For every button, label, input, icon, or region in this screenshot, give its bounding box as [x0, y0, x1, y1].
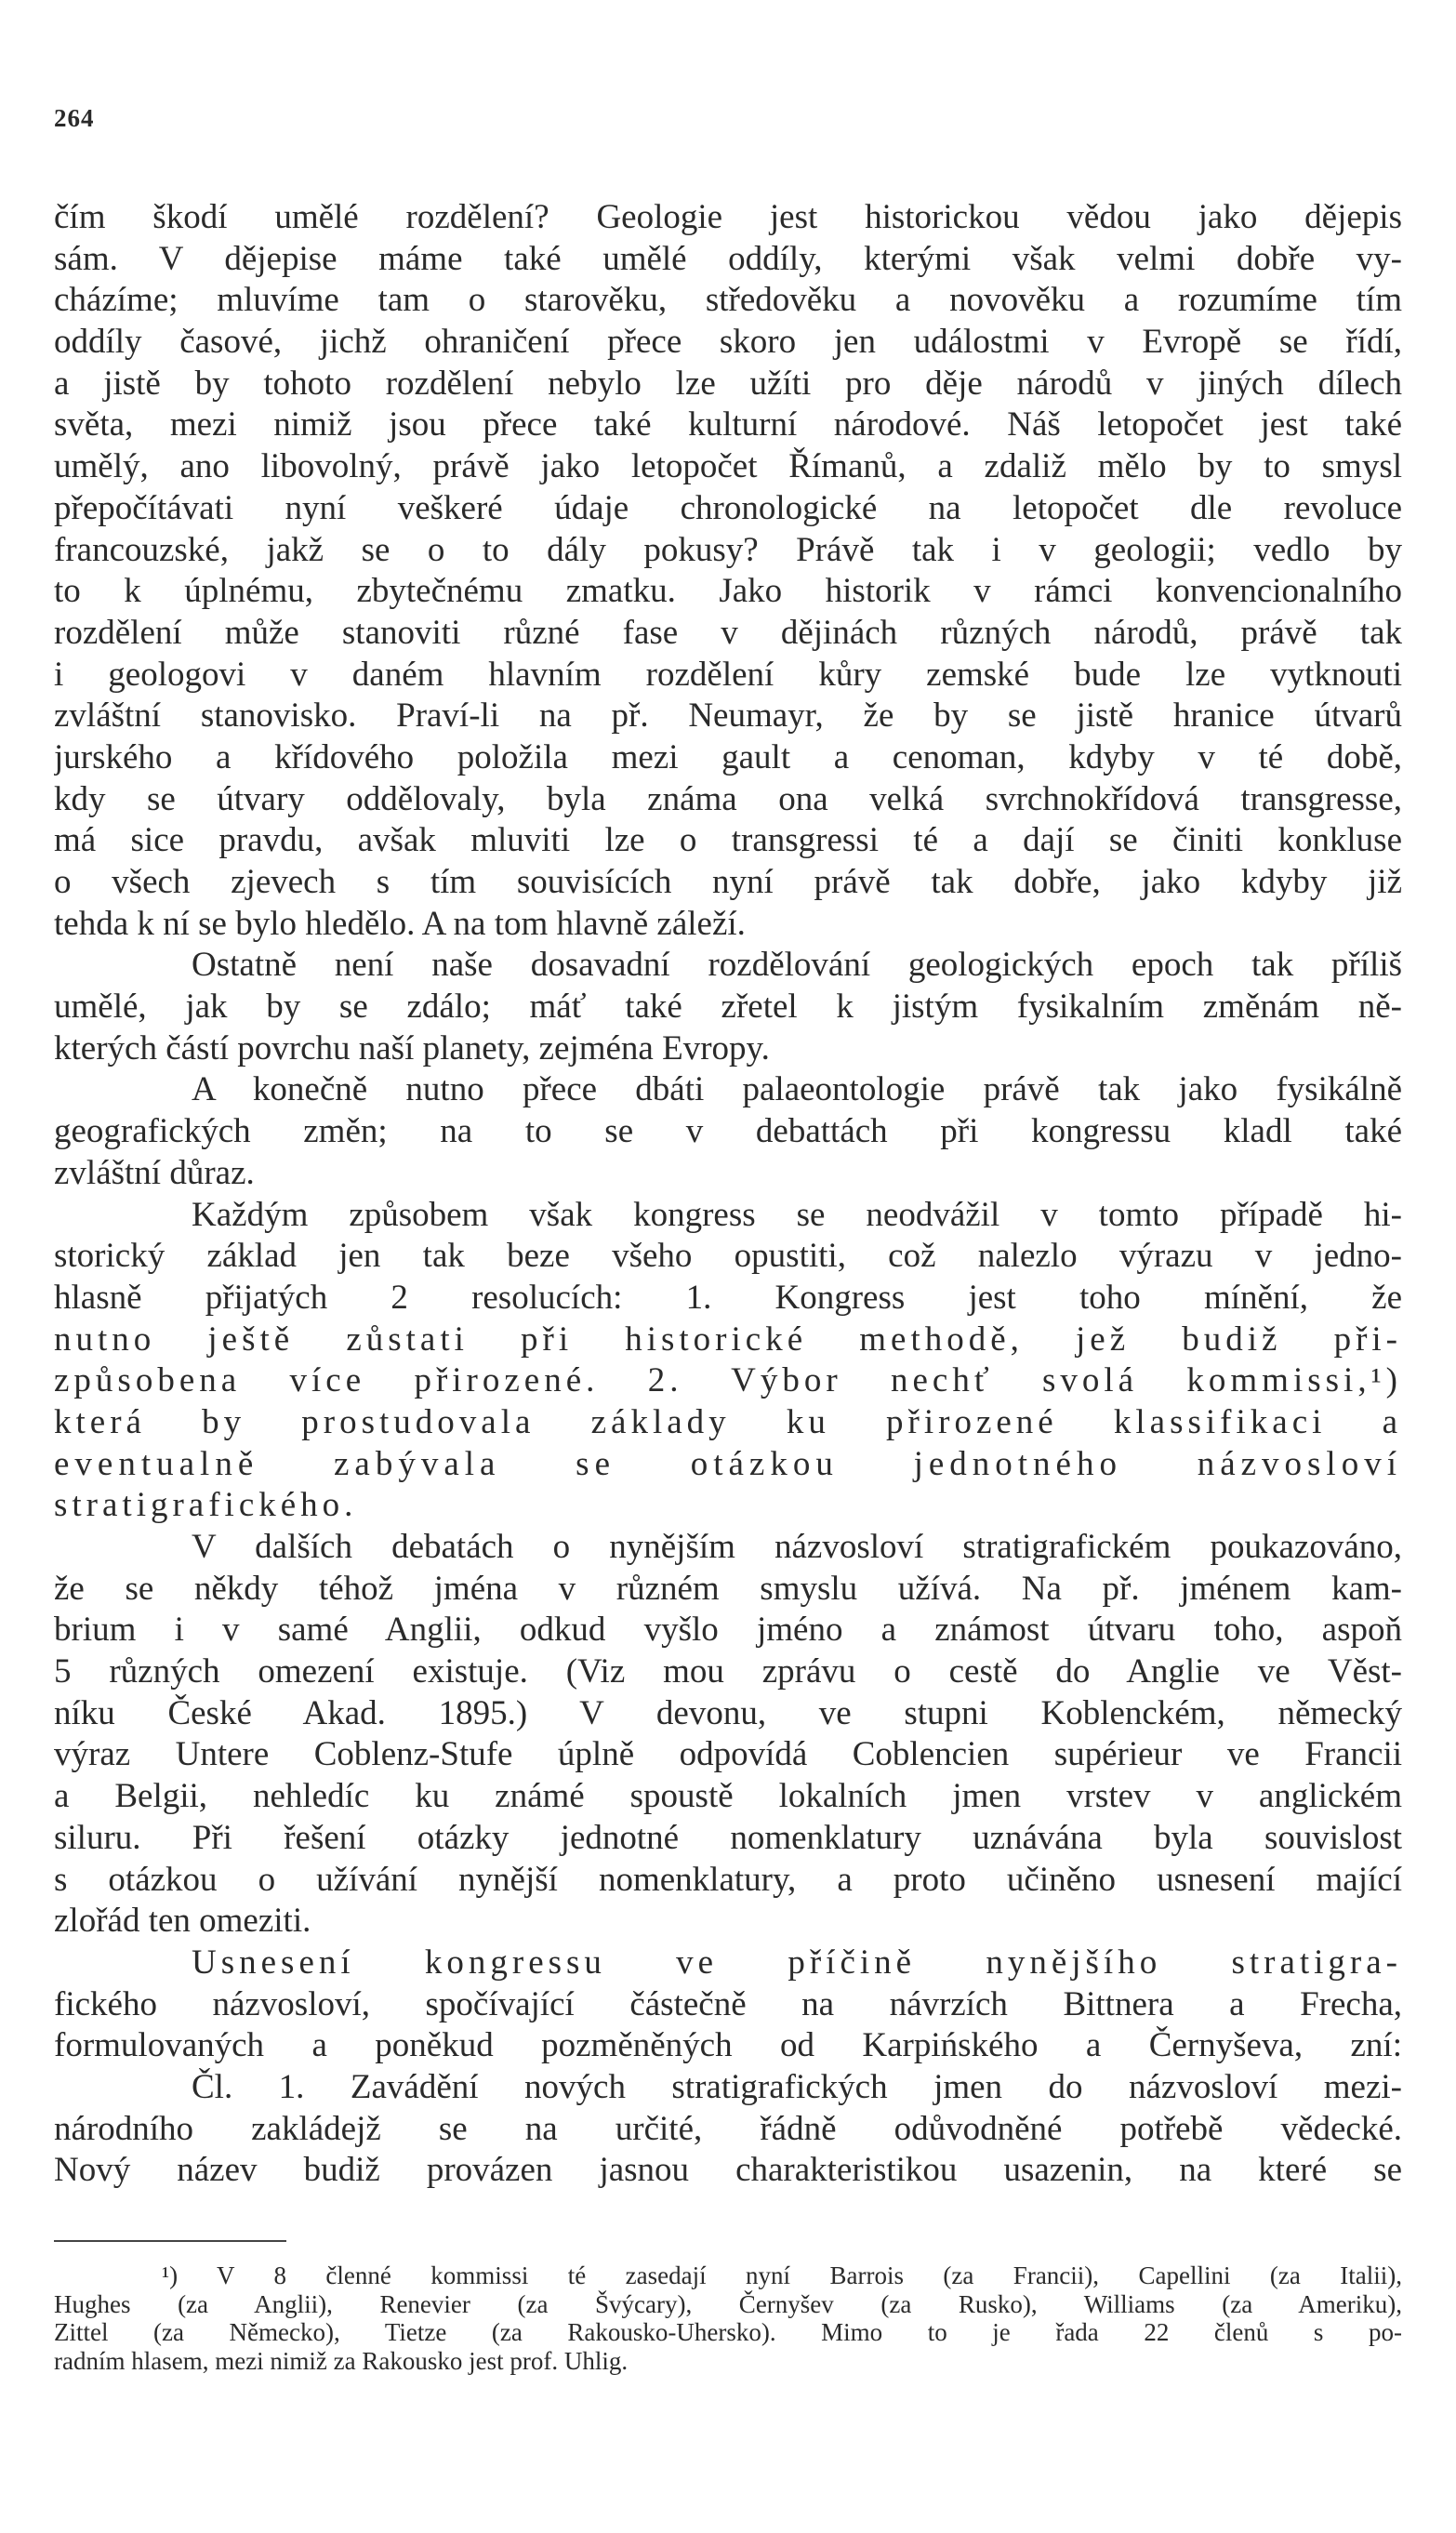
text-line: eventualně zabývala se otázkou jednotného názvosloví — [54, 1444, 1402, 1483]
text-line: a jistě by tohoto rozdělení nebylo lze užíti pro děje národů v jiných dílech — [54, 364, 1402, 403]
text-line: geografických změn; na to se v debattách při kongressu kladl také — [54, 1112, 1402, 1151]
text-line: brium i v samé Anglii, odkud vyšlo jméno a známost útvaru toho, aspoň — [54, 1611, 1402, 1650]
text-line: francouzské, jakž se o to dály pokusy? Právě tak i v geologii; vedlo by — [54, 530, 1402, 569]
text-line: kdy se útvary oddělovaly, byla známa ona velká svrchnokřídová transgresse, — [54, 779, 1402, 818]
footnote-line: ¹) V 8 členné kommissi té zasedají nyní Barrois (za Francii), Capellini (za Italii), — [162, 2261, 1402, 2289]
text-line: sám. V dějepise máme také umělé oddíly, kterými však velmi dobře vy- — [54, 239, 1402, 278]
text-line: umělý, ano libovolný, právě jako letopočet Římanů, a zdaliž mělo by to smysl — [54, 447, 1402, 486]
text-line: zlořád ten omeziti. — [54, 1902, 311, 1941]
text-line: že se někdy téhož jména v různém smyslu užívá. Na př. jménem kam- — [54, 1569, 1402, 1608]
text-line: i geologovi v daném hlavním rozdělení kůry zemské bude lze vytknouti — [54, 655, 1402, 694]
text-line: Čl. 1. Zavádění nových stratigrafických jmen do názvosloví mezi- — [192, 2067, 1402, 2106]
text-line: Ostatně není naše dosavadní rozdělování geologických epoch tak příliš — [192, 946, 1402, 985]
body-text — [54, 197, 1402, 2192]
text-line: hlasně přijatých 2 resolucích: 1. Kongress jest toho mínění, že — [54, 1278, 1402, 1317]
text-line: V dalších debatách o nynějším názvosloví stratigrafickém poukazováno, — [192, 1528, 1402, 1566]
page-number: 264 — [54, 104, 95, 132]
text-line: národního zakládejž se na určité, řádně odůvodněné potřebě vědecké. — [54, 2109, 1402, 2148]
text-line: zvláštní důraz. — [54, 1153, 255, 1192]
footnote-divider — [54, 2240, 286, 2242]
text-line: stratigrafického. — [54, 1486, 358, 1525]
text-line: tehda k ní se bylo hledělo. A na tom hlavně záleží. — [54, 904, 746, 943]
text-line: 5 různých omezení existuje. (Viz mou zprávu o cestě do Anglie ve Věst- — [54, 1652, 1402, 1691]
text-line: storický základ jen tak beze všeho opustiti, což nalezlo výrazu v jedno- — [54, 1237, 1402, 1276]
text-line: oddíly časové, jichž ohraničení přece skoro jen událostmi v Evropě se řídí, — [54, 323, 1402, 362]
text-line: jurského a křídového položila mezi gault a cenoman, kdyby v té době, — [54, 737, 1402, 776]
text-line: má sice pravdu, avšak mluviti lze o transgressi té a dají se činiti konkluse — [54, 821, 1402, 860]
text-line: Každým způsobem však kongress se neodvážil v tomto případě hi- — [192, 1195, 1402, 1234]
text-line: s otázkou o užívání nynější nomenklatury, a proto učiněno usnesení mající — [54, 1860, 1402, 1899]
text-line: čím škodí umělé rozdělení? Geologie jest historickou vědou jako dějepis — [54, 198, 1402, 236]
text-line: výraz Untere Coblenz-Stufe úplně odpovídá Coblencien supérieur ve Francii — [54, 1735, 1402, 1774]
text-line: cházíme; mluvíme tam o starověku, středověku a novověku a rozumíme tím — [54, 281, 1402, 320]
text-line: Nový název budiž provázen jasnou charakteristikou usazenin, na které se — [54, 2151, 1402, 2190]
footnote-line: Hughes (za Anglii), Renevier (za Švýcary), Černyšev (za Rusko), Williams (za Ameriku), — [54, 2289, 1402, 2318]
footnote-line: radním hlasem, mezi nimiž za Rakousko jest prof. Uhlig. — [54, 2346, 629, 2375]
footnote-line: Zittel (za Německo), Tietze (za Rakousko-Uhersko). Mimo to je řada 22 členů s po- — [54, 2318, 1402, 2346]
text-line: Usnesení kongressu ve příčině nynějšího stratigra- — [192, 1943, 1402, 1982]
text-line: kterých částí povrchu naší planety, zejména Evropy. — [54, 1028, 770, 1068]
text-line: o všech zjevech s tím souvisících nyní právě tak dobře, jako kdyby již — [54, 863, 1402, 901]
text-line: A konečně nutno přece dbáti palaeontologie právě tak jako fysikálně — [192, 1070, 1402, 1109]
text-line: rozdělení může stanoviti různé fase v dějinách různých národů, právě tak — [54, 613, 1402, 652]
text-line: nutno ještě zůstati při historické methodě, jež budiž při- — [54, 1320, 1402, 1359]
text-line: a Belgii, nehledíc ku známé spoustě lokalních jmen vrstev v anglickém — [54, 1777, 1402, 1816]
text-line: siluru. Při řešení otázky jednotné nomenklatury uznávána byla souvislost — [54, 1818, 1402, 1857]
text-line: zvláštní stanovisko. Praví-li na př. Neumayr, že by se jistě hranice útvarů — [54, 696, 1402, 736]
footnotes — [54, 2261, 1402, 2375]
text-line: způsobena více přirozené. 2. Výbor nechť svolá kommissi,¹) — [54, 1361, 1402, 1400]
text-line: to k úplnému, zbytečnému zmatku. Jako historik v rámci konvencionalního — [54, 572, 1402, 611]
text-line: umělé, jak by se zdálo; máť také zřetel k jistým fysikalním změnám ně- — [54, 988, 1402, 1027]
text-line: světa, mezi nimiž jsou přece také kulturní národové. Náš letopočet jest také — [54, 405, 1402, 444]
text-line: přepočítávati nyní veškeré údaje chronologické na letopočet dle revoluce — [54, 488, 1402, 527]
text-line: která by prostudovala základy ku přirozené klassifikaci a — [54, 1402, 1402, 1441]
text-line: formulovaných a poněkud pozměněných od Karpińského a Černyševa, zní: — [54, 2026, 1402, 2065]
text-line: fického názvosloví, spočívající částečně na návrzích Bittnera a Frecha, — [54, 1984, 1402, 2023]
text-line: níku České Akad. 1895.) V devonu, ve stupni Koblenckém, německý — [54, 1693, 1402, 1732]
